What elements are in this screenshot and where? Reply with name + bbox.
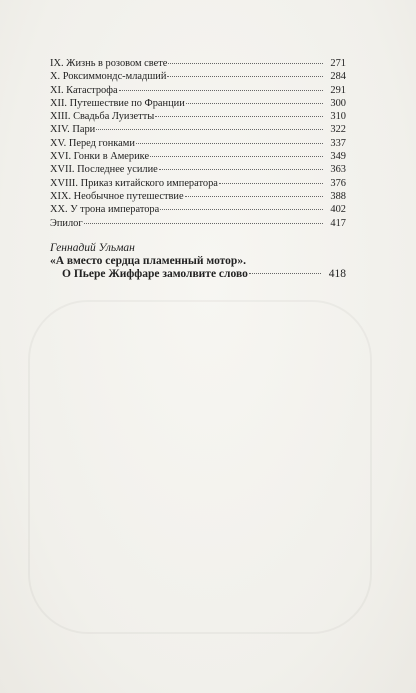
toc-entry (50, 177, 346, 190)
toc-entry-title: XIII. Свадьба Луизетты (50, 111, 155, 123)
toc-entry (50, 203, 346, 216)
toc-entry-page: 310 (330, 111, 346, 123)
toc-entry (50, 190, 346, 203)
toc-entry (50, 97, 346, 110)
essay-title-line-1: «А вместо сердца пламенный мотор». (50, 255, 246, 267)
toc-entry (50, 150, 346, 163)
toc-entry-title: IX. Жизнь в розовом свете (50, 58, 168, 69)
toc-entry (50, 110, 346, 123)
toc-entry-title: XVII. Последнее усилие (50, 164, 158, 176)
show-through-ornament (28, 300, 372, 634)
dot-leader (249, 273, 321, 274)
essay-title-line-2: О Пьере Жиффаре замолвите слово (62, 268, 248, 280)
toc-entry-title: XX. У трона императора (50, 204, 160, 216)
dot-leader (136, 143, 323, 144)
toc-entry-title: XVI. Гонки в Америке (50, 151, 150, 163)
toc-entry (50, 163, 346, 176)
toc-entry-title: XI. Катастрофа (50, 84, 118, 96)
toc-entry-page: 349 (330, 151, 346, 163)
toc-entry-page: 300 (330, 97, 346, 109)
toc-entry-page: 388 (330, 190, 346, 202)
dot-leader (150, 156, 323, 157)
toc-entry-title: XIV. Пари (50, 124, 96, 136)
toc-entry (50, 57, 346, 70)
toc-entry-title: XII. Путешествие по Франции (50, 97, 185, 109)
dot-leader (186, 103, 323, 104)
toc-entry-title: Эпилог (50, 217, 83, 229)
toc-entry-title: XVIII. Приказ китайского императора (50, 177, 218, 189)
essay-title-line-2-row (62, 268, 346, 280)
toc-entry (50, 123, 346, 136)
toc-entry (50, 70, 346, 83)
toc-entry-page: 271 (330, 58, 346, 69)
toc-entry-page: 376 (330, 177, 346, 189)
dot-leader (119, 90, 323, 91)
essay-author: Геннадий Ульман (50, 242, 135, 254)
toc-entry (50, 84, 346, 97)
toc-entry-title: XIX. Необычное путешествие (50, 190, 184, 202)
toc-entry (50, 137, 346, 150)
dot-leader (167, 76, 323, 77)
toc-entry-title: X. Роксиммондс-младший (50, 71, 167, 83)
dot-leader (219, 183, 323, 184)
toc-entry-page: 417 (330, 217, 346, 229)
table-of-contents (50, 57, 346, 230)
dot-leader (96, 129, 323, 130)
toc-entry-page: 322 (330, 124, 346, 136)
dot-leader (84, 223, 323, 224)
dot-leader (155, 116, 323, 117)
toc-entry-page: 284 (330, 71, 346, 83)
toc-entry-title: XV. Перед гонками (50, 137, 135, 149)
dot-leader (168, 63, 323, 64)
toc-entry-page: 337 (330, 137, 346, 149)
toc-entry-page: 363 (330, 164, 346, 176)
toc-entry-page: 291 (330, 84, 346, 96)
dot-leader (160, 209, 323, 210)
dot-leader (159, 169, 323, 170)
toc-entry-page: 402 (330, 204, 346, 216)
toc-entry (50, 217, 346, 230)
dot-leader (185, 196, 323, 197)
essay-page: 418 (328, 268, 346, 280)
